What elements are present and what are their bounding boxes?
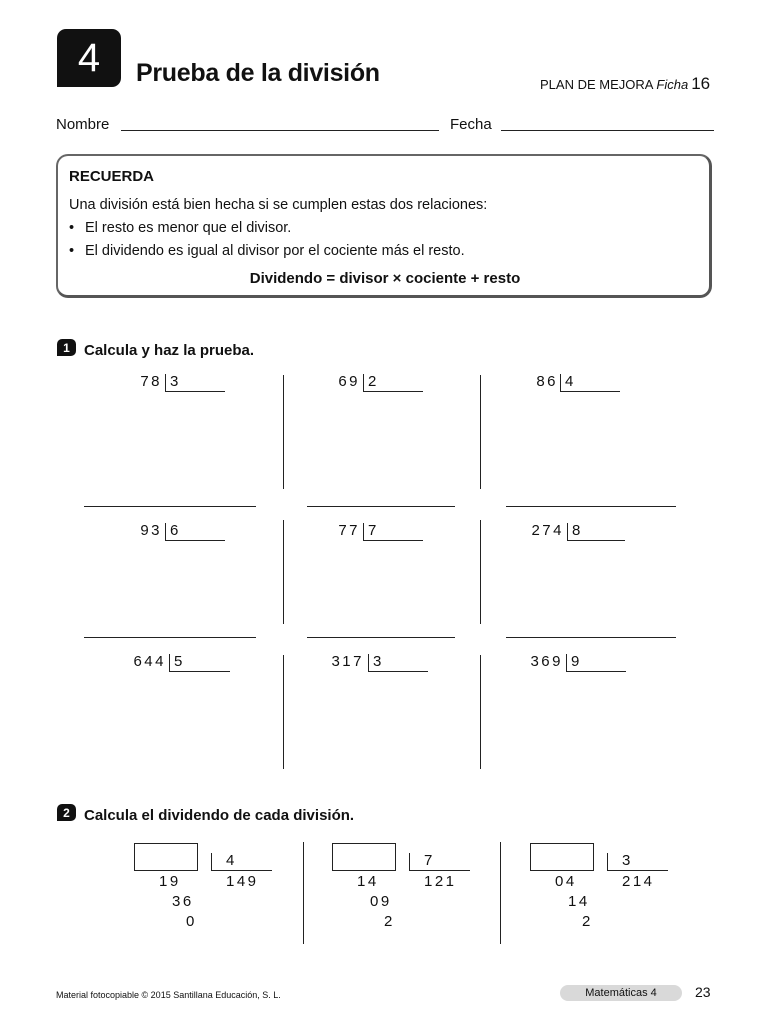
- column-divider: [500, 842, 501, 944]
- row-divider: [84, 637, 256, 638]
- remainder-value: 2: [582, 913, 593, 930]
- division-divisor: 3: [368, 654, 428, 672]
- divisor-value: 3: [622, 852, 631, 869]
- exercise-1-badge: [57, 339, 76, 356]
- column-divider: [303, 842, 304, 944]
- row-divider: [307, 637, 455, 638]
- division-dividend: 78: [140, 373, 162, 390]
- row-divider: [506, 637, 676, 638]
- dividend-answer-box[interactable]: [530, 843, 594, 871]
- bullet-text: El dividendo es igual al divisor por el cociente más el resto.: [85, 243, 465, 259]
- recuerda-bullet: [69, 243, 465, 259]
- exercise-2-number: 2: [63, 805, 70, 820]
- ficha-label: Ficha: [656, 77, 689, 92]
- division-divisor: 8: [567, 523, 625, 541]
- exercise-1-number: 1: [63, 340, 70, 355]
- division-divisor: [607, 853, 668, 871]
- bullet-icon: •: [69, 243, 75, 259]
- divisor-value: 4: [226, 852, 235, 869]
- quotient-value: 149: [226, 873, 259, 890]
- division-divisor: 6: [165, 523, 225, 541]
- division-dividend: 274: [531, 522, 564, 539]
- column-divider: [480, 520, 481, 624]
- column-divider: [283, 375, 284, 489]
- remainder-value: 0: [186, 913, 197, 930]
- partial-value: 14: [357, 873, 379, 890]
- date-field[interactable]: [501, 130, 714, 131]
- division-dividend: 86: [536, 373, 558, 390]
- row-divider: [84, 506, 256, 507]
- division-divisor: 3: [165, 374, 225, 392]
- partial-value: 19: [159, 873, 181, 890]
- page-title: Prueba de la división: [136, 59, 380, 87]
- division-divisor: 7: [363, 523, 423, 541]
- division-dividend: 69: [338, 373, 360, 390]
- division-divisor: 4: [560, 374, 620, 392]
- name-field[interactable]: [121, 130, 439, 131]
- exercise-2-badge: [57, 804, 76, 821]
- division-dividend: 77: [338, 522, 360, 539]
- division-dividend: 317: [331, 653, 364, 670]
- row-divider: [506, 506, 676, 507]
- exercise-2-title: Calcula el dividendo de cada división.: [84, 807, 355, 824]
- bullet-text: El resto es menor que el divisor.: [85, 220, 292, 236]
- exercise-1-title: Calcula y haz la prueba.: [84, 342, 255, 359]
- dividend-answer-box[interactable]: [332, 843, 396, 871]
- plan-text: PLAN DE MEJORA: [540, 77, 654, 92]
- quotient-value: 121: [424, 873, 457, 890]
- division-divisor: [211, 853, 272, 871]
- division-divisor: 2: [363, 374, 423, 392]
- page-number: 23: [695, 984, 711, 1000]
- quotient-value: 214: [622, 873, 655, 890]
- partial-value: 36: [172, 893, 194, 910]
- unit-number: 4: [77, 35, 101, 80]
- plan-label: [540, 74, 710, 94]
- bullet-icon: •: [69, 220, 75, 236]
- partial-value: 14: [568, 893, 590, 910]
- recuerda-bullet: [69, 220, 291, 236]
- partial-value: 04: [555, 873, 577, 890]
- column-divider: [480, 375, 481, 489]
- unit-number-badge: [57, 29, 121, 87]
- remainder-value: 2: [384, 913, 395, 930]
- subject-label: Matemáticas 4: [585, 987, 657, 999]
- row-divider: [307, 506, 455, 507]
- division-dividend: 369: [530, 653, 563, 670]
- recuerda-title: RECUERDA: [69, 168, 155, 185]
- column-divider: [480, 655, 481, 769]
- ficha-number: 16: [691, 74, 711, 93]
- division-dividend: 93: [140, 522, 162, 539]
- copyright-text: Material fotocopiable © 2015 Santillana Educación, S. L.: [56, 990, 281, 1000]
- divisor-value: 7: [424, 852, 433, 869]
- division-dividend: 644: [133, 653, 166, 670]
- formula: Dividendo = divisor × cociente + resto: [249, 270, 521, 287]
- recuerda-intro: Una división está bien hecha si se cumplen estas dos relaciones:: [69, 197, 488, 213]
- dividend-answer-box[interactable]: [134, 843, 198, 871]
- partial-value: 09: [370, 893, 392, 910]
- date-label: Fecha: [450, 116, 492, 133]
- division-divisor: 5: [169, 654, 230, 672]
- column-divider: [283, 655, 284, 769]
- subject-badge: [560, 985, 682, 1001]
- name-label: Nombre: [56, 116, 110, 133]
- division-divisor: 9: [566, 654, 626, 672]
- division-divisor: [409, 853, 470, 871]
